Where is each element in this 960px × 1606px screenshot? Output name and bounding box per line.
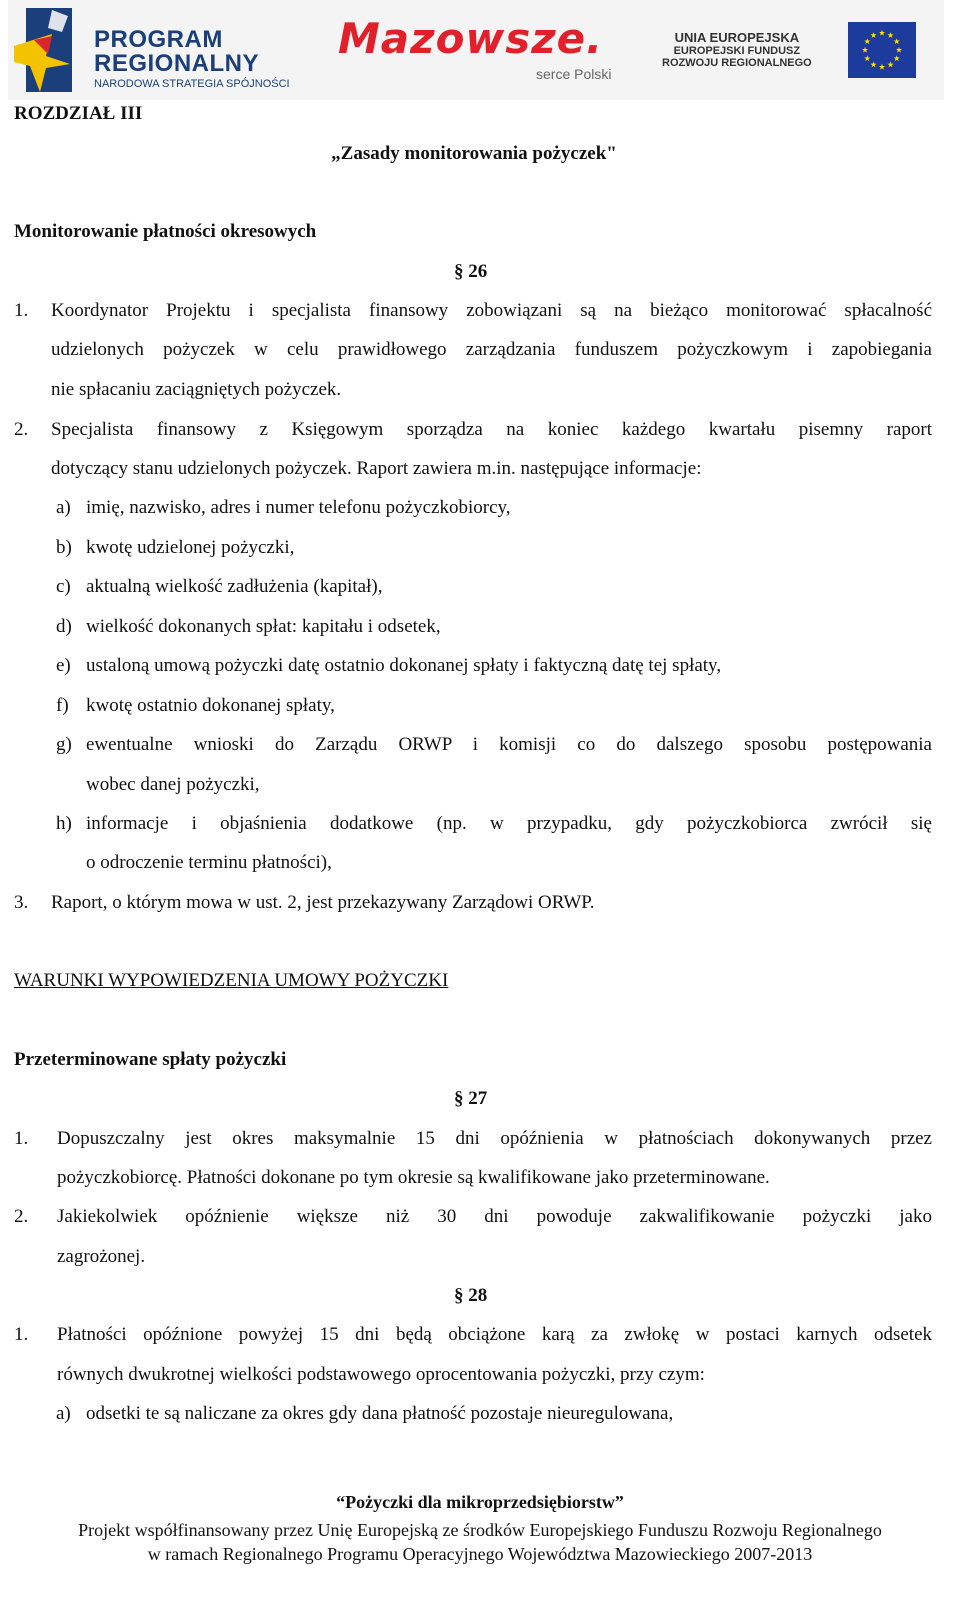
list-item: aktualną wielkość zadłużenia (kapitał),	[86, 576, 383, 597]
list-item-letter: d)	[56, 616, 72, 637]
program-regionalny-logo	[12, 6, 302, 94]
eu-star-icon	[870, 62, 876, 68]
list-item: o odroczenie terminu płatności),	[86, 852, 332, 873]
eu-star-icon	[864, 38, 870, 44]
list-item-letter: h)	[56, 813, 72, 834]
eu-star-icon	[879, 30, 885, 36]
eu-flag-icon	[848, 22, 916, 78]
list-item: kwotę udzielonej pożyczki,	[86, 537, 295, 558]
eu-star-icon	[864, 55, 870, 61]
point-number: 2.	[14, 419, 29, 440]
point-text: zagrożonej.	[57, 1246, 146, 1267]
list-item-letter: a)	[56, 1403, 71, 1424]
list-item: wielkość dokonanych spłat: kapitału i odsetek,	[86, 616, 441, 637]
point-number: 2.	[14, 1206, 29, 1227]
point-text: równych dwukrotnej wielkości podstawowego oprocentowania pożyczki, przy czym:	[57, 1364, 705, 1385]
list-item: imię, nazwisko, adres i numer telefonu pożyczkobiorcy,	[86, 497, 511, 518]
eu-star-icon	[887, 32, 893, 38]
eu-logo-line1: UNIA EUROPEJSKA	[674, 30, 800, 45]
eu-star-icon	[894, 38, 900, 44]
point-text: Płatności opóźnione powyżej 15 dni będą obciążone karą za zwłokę w postaci karnych odsetek	[57, 1324, 932, 1345]
eu-star-icon	[862, 47, 868, 53]
point-text: nie spłacaniu zaciągniętych pożyczek.	[51, 379, 342, 400]
point-number: 1.	[14, 1128, 29, 1149]
paragraph-sign-26: § 26	[454, 261, 488, 282]
point-text: dotyczący stanu udzielonych pożyczek. Raport zawiera m.in. następujące informacje:	[51, 458, 702, 479]
program-logo-line2: REGIONALNY	[94, 50, 260, 77]
list-item-letter: a)	[56, 497, 71, 518]
program-logo-line3: NARODOWA STRATEGIA SPÓJNOŚCI	[94, 78, 290, 90]
program-logo-line1: PROGRAM	[94, 26, 223, 53]
point-text: udzielonych pożyczek w celu prawidłowego zarządzania funduszem pożyczkowym i zapobiegania	[51, 339, 932, 360]
eu-star-icon	[879, 64, 885, 70]
point-number: 1.	[14, 1324, 29, 1345]
mazowsze-tagline: serce Polski	[536, 66, 612, 82]
section-heading-overdue: Przeterminowane spłaty pożyczki	[14, 1049, 287, 1070]
point-text: Dopuszczalny jest okres maksymalnie 15 dni opóźnienia w płatnościach dokonywanych przez	[57, 1128, 932, 1149]
eu-star-icon	[870, 32, 876, 38]
program-regionalny-emblem-icon	[12, 6, 84, 94]
list-item: kwotę ostatnio dokonanej spłaty,	[86, 695, 335, 716]
eu-logo-line2: EUROPEJSKI FUNDUSZ	[673, 45, 801, 57]
point-text: Specjalista finansowy z Księgowym sporządza na koniec każdego kwartału pisemny raport	[51, 419, 932, 440]
point-text: Jakiekolwiek opóźnienie większe niż 30 dni powoduje zakwalifikowanie pożyczki jako	[57, 1206, 932, 1227]
list-item-letter: c)	[56, 576, 71, 597]
mazowsze-wordmark: Mazowsze.	[338, 14, 604, 63]
list-item: ewentualne wnioski do Zarządu ORWP i komisji co do dalszego sposobu postępowania	[86, 734, 932, 755]
point-text: pożyczkobiorcę. Płatności dokonane po tym okresie są kwalifikowane jako przeterminowane.	[57, 1167, 770, 1188]
list-item: wobec danej pożyczki,	[86, 774, 260, 795]
list-item-letter: e)	[56, 655, 71, 676]
mazowsze-logo	[338, 14, 638, 94]
paragraph-sign-28: § 28	[454, 1285, 488, 1306]
list-item: odsetki te są naliczane za okres gdy dana płatność pozostaje nieuregulowana,	[86, 1403, 674, 1424]
eu-logo-text	[662, 30, 812, 69]
paragraph-sign-27: § 27	[454, 1088, 488, 1109]
chapter-title: „Zasady monitorowania pożyczek"	[331, 143, 617, 164]
point-text: Koordynator Projektu i specjalista finansowy zobowiązani są na bieżąco monitorować spłacalność	[51, 300, 932, 321]
eu-star-icon	[894, 55, 900, 61]
footer-cofinancing-line1: Projekt współfinansowany przez Unię Europejską ze środków Europejskiego Funduszu Rozwoju Regionalnego	[78, 1520, 882, 1540]
section-title-termination: WARUNKI WYPOWIEDZENIA UMOWY POŻYCZKI	[14, 970, 449, 991]
point-number: 1.	[14, 300, 29, 321]
chapter-label: ROZDZIAŁ III	[14, 103, 143, 124]
point-number: 3.	[14, 892, 29, 913]
eu-logo-line3: ROZWOJU REGIONALNEGO	[662, 57, 812, 69]
point-text: Raport, o którym mowa w ust. 2, jest przekazywany Zarządowi ORWP.	[51, 892, 595, 913]
footer-project-title: “Pożyczki dla mikroprzedsiębiorstw”	[336, 1492, 624, 1512]
list-item-letter: g)	[56, 734, 72, 755]
list-item-letter: f)	[56, 695, 69, 716]
footer-cofinancing-line2: w ramach Regionalnego Programu Operacyjnego Województwa Mazowieckiego 2007-2013	[147, 1544, 813, 1564]
eu-star-icon	[896, 47, 902, 53]
list-item: informacje i objaśnienia dodatkowe (np. w przypadku, gdy pożyczkobiorca zwrócił się	[86, 813, 932, 834]
header-logos	[8, 0, 944, 100]
list-item: ustaloną umową pożyczki datę ostatnio dokonanej spłaty i faktyczną datę tej spłaty,	[86, 655, 722, 676]
section-heading-monitoring: Monitorowanie płatności okresowych	[14, 221, 317, 242]
eu-star-icon	[887, 62, 893, 68]
list-item-letter: b)	[56, 537, 72, 558]
